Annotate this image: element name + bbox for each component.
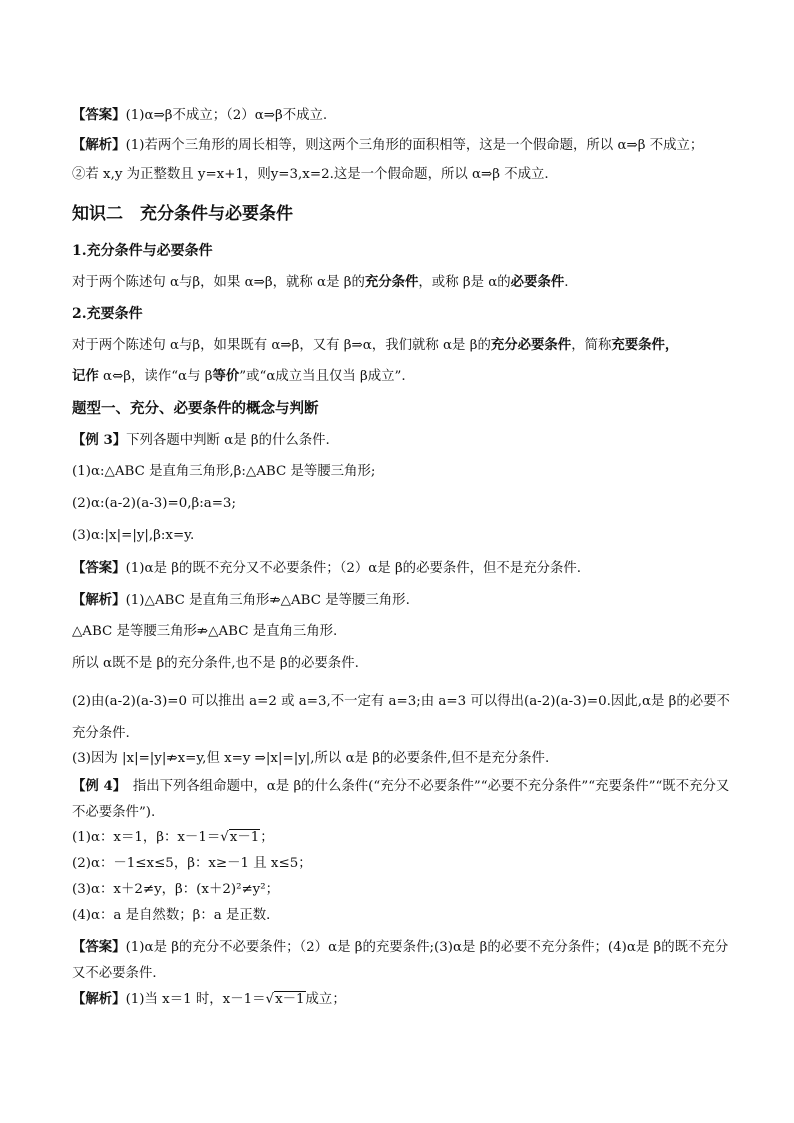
keyword-iff-short: 充要条件	[611, 337, 665, 353]
analysis-line-1	[72, 136, 730, 155]
text: (1)当 x＝1 时，x－1＝	[125, 992, 266, 1007]
radicand: x－1	[229, 830, 260, 845]
not-implies-symbol: ⇏	[269, 593, 281, 608]
sqrt-symbol: √	[220, 830, 229, 845]
text: △ABC 是等腰三角形.	[280, 593, 410, 608]
definition-iff-line-2	[72, 367, 730, 386]
text: ，	[664, 337, 679, 353]
text: ”或“α成立当且仅当 β成立”.	[239, 369, 406, 384]
subsection-heading-sufficient-necessary: 1.充分条件与必要条件	[72, 243, 213, 259]
analysis-tag: 【解析】	[72, 592, 126, 608]
answer-tag: 【答案】	[72, 939, 126, 955]
analysis-tag: 【解析】	[72, 991, 126, 1007]
example-4-item-1	[72, 829, 730, 847]
example-4-answer	[72, 934, 730, 987]
answer-tag: 【答案】	[72, 107, 126, 123]
example-3-analysis-3: 所以 α既不是 β的充分条件,也不是 β的必要条件.	[72, 656, 359, 671]
text: (1)α：x＝1，β：x－1＝	[72, 830, 221, 845]
example-4-question	[72, 773, 730, 826]
example-3-analysis-2	[72, 623, 730, 641]
answer-line-1	[72, 106, 730, 125]
answer-text: (1)α⇒β不成立；（2）α⇒β不成立.	[125, 108, 328, 123]
text: 下列各题中判断 α是 β的什么条件.	[126, 433, 330, 448]
radicand: x－1	[275, 992, 305, 1007]
text: x=y,但 x=y ⇒|x|=|y|,所以 α是 β的必要条件,但不是充分条件.	[177, 751, 550, 766]
example-3-item-3: (3)α:|x|=|y|,β:x=y.	[72, 528, 195, 543]
example-3-analysis-4: (2)由(a-2)(a-3)=0 可以推出 a=2 或 a=3,不一定有 a=3;由 a=3 可以得出(a-2)(a-3)=0.因此,α是 β的必要不充分条件.	[72, 694, 730, 741]
example-4-analysis-1	[72, 990, 730, 1009]
section-heading-knowledge-two: 知识二 充分条件与必要条件	[72, 204, 293, 224]
text: 对于两个陈述句 α与β，如果 α⇒β，就称 α是 β的	[72, 275, 365, 290]
text: △ABC 是等腰三角形	[72, 624, 197, 639]
example-3-analysis-1	[72, 591, 730, 610]
analysis-text: (1)若两个三角形的周长相等，则这两个三角形的面积相等，这是一个假命题，所以 α⇒β 不成立；	[125, 138, 704, 153]
text: (3)因为 |x|=|y|	[72, 751, 167, 766]
example-tag: 【例 4】	[72, 778, 120, 794]
text: .	[564, 275, 569, 290]
answer-tag: 【答案】	[72, 560, 126, 576]
keyword-sufficient: 充分条件	[364, 274, 419, 290]
example-3-analysis-5	[72, 750, 730, 768]
text: (1)△ABC 是直角三角形	[125, 593, 270, 608]
text: △ABC 是直角三角形.	[208, 624, 338, 639]
text: ，或称 β是 α的	[418, 275, 511, 290]
answer-text: (1)α是 β的充分不必要条件；（2）α是 β的充要条件;(3)α是 β的必要不充分条件；(4)α是 β的既不充分又不必要条件．	[72, 940, 729, 981]
example-3-answer	[72, 559, 730, 578]
example-3-item-2: (2)α:(a-2)(a-3)=0,β:a=3;	[72, 496, 236, 511]
analysis-tag: 【解析】	[72, 137, 126, 153]
text: 成立；	[305, 992, 346, 1007]
definition-sufficient-necessary	[72, 273, 730, 292]
subsection-heading-iff: 2.充要条件	[72, 306, 143, 322]
text: α⇔β，读作“α与 β	[98, 369, 213, 384]
example-3-question	[72, 431, 730, 450]
not-implies-symbol: ⇏	[166, 751, 178, 766]
definition-iff-line-1	[72, 336, 730, 355]
keyword-equivalent: 等价	[212, 368, 240, 384]
analysis-line-2: ②若 x,y 为正整数且 y=x+1，则y=3,x=2.这是一个假命题，所以 α⇒β 不成立.	[72, 167, 549, 182]
type-heading: 题型一、充分、必要条件的概念与判断	[72, 400, 319, 417]
example-tag: 【例 3】	[72, 432, 127, 448]
example-4-item-3: (3)α：x＋2≠y，β：(x＋2)²≠y²；	[72, 882, 279, 897]
keyword-necessary: 必要条件	[510, 274, 565, 290]
text: ；	[260, 830, 274, 845]
example-3-item-1: (1)α:△ABC 是直角三角形,β:△ABC 是等腰三角形;	[72, 464, 376, 479]
text: ，简称	[571, 338, 612, 353]
not-implies-symbol: ⇏	[196, 624, 209, 639]
keyword-denote: 记作	[72, 368, 99, 384]
example-4-item-2: (2)α：－1≤x≤5，β：x≥－1 且 x≤5；	[72, 856, 312, 871]
text: 指出下列各组命题中，α是 β的什么条件(“充分不必要条件”“必要不充分条件”“充要条件”“既不充分又不必要条件”).	[72, 779, 730, 820]
sqrt-symbol: √	[265, 992, 275, 1007]
text: 对于两个陈述句 α与β，如果既有 α⇒β，又有 β⇒α，我们就称 α是 β的	[72, 338, 491, 353]
keyword-iff: 充分必要条件	[490, 337, 572, 353]
answer-text: (1)α是 β的既不充分又不必要条件；（2）α是 β的必要条件，但不是充分条件.	[125, 561, 582, 576]
example-4-item-4: (4)α：a 是自然数；β：a 是正数．	[72, 908, 280, 923]
